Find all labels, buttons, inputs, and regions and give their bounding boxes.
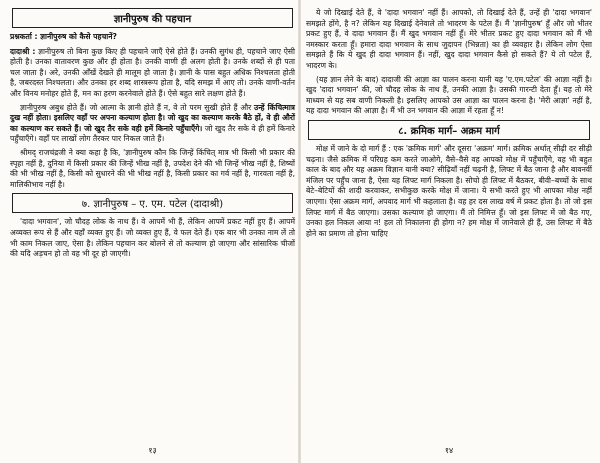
answer-paragraph: [10, 47, 295, 100]
page-number-right: १४: [444, 446, 454, 455]
question-text: ज्ञानीपुरुष को कैसे पहचानें?: [37, 32, 117, 41]
paragraph-dada-bhagwan: 'दादा भगवान', जो चौदह लोक के नाथ हैं। वे आपमें भी हैं, लेकिन आपमें प्रकट नहीं हुए हैं। आपमें अव्यक्त रूप से हैं और यहाँ व्यक्त हुए हैं। जो व्यक्त हुए हैं, वे फल देते हैं। एक बार भी उनका नाम लें तो भी काम निकल जाए, ऐसा है। लेकिन पहचान कर बोलने से तो कल्याण हो जाएगा और सांसारिक चीजों की यदि अड़चन हो तो वह भी दूर हो जाएगी।: [10, 217, 295, 259]
paragraph-happiness: [10, 103, 295, 145]
section-heading-patel: ७. ज्ञानीपुरुष – ए. एम. पटेल (दादाश्री): [12, 193, 293, 213]
answer-text: ज्ञानीपुरुष तो बिना कुछ किए ही पहचाने जाएँ ऐसे होते हैं। उनकी सुगंध ही, पहचाने जाए ऐसी होती है। उनका वातावरण कुछ और ही होता है। उनकी वाणी ही अलग होती है। उनके शब्दों से ही पता चल जाता है। अरे, उनकी आँखें देखते ही मालूम हो जाता है। ज्ञानी के पास बहुत अधिक निश्चलता होती है, जबरदस्त निश्चलता। और उनका हर शब्द शास्त्ररूप होता है, यदि समझ में आए तो। उनके वाणी-वर्तन और विनय मनोहर होते हैं, मन का हरण करनेवाले होते हैं। ऐसे बहुत सारे लक्षण होते हैं।: [10, 46, 295, 98]
paragraph-visible-not-dada: ये जो दिखाई देते हैं, वे 'दादा भगवान' नहीं हैं। आपको, तो दिखाई देते हैं, उन्हें ही 'दादा भगवान' समझते होंगे, है न? लेकिन यह दिखाई देनेवाले तो भादरण के पटेल हैं। मैं 'ज्ञानीपुरुष' हूँ और जो भीतर प्रकट हुए हैं, वे दादा भगवान हैं। मैं खुद भगवान नहीं हूँ। मेरे भीतर प्रकट हुए दादा भगवान को मैं भी नमस्कार करता हूँ। हमारा दादा भगवान के साथ जुदापन (भिन्नता) का ही व्यवहार है। लेकिन लोग ऐसा समझते हैं कि ये खुद ही दादा भगवान हैं। नहीं, खुद दादा भगवान कैसे हो सकते हैं? ये तो पटेल हैं, भादरण के।: [306, 8, 592, 70]
section-heading-identification: ज्ञानीपुरुष की पहचान: [12, 8, 293, 28]
right-page: [306, 8, 592, 458]
para2-start: ज्ञानीपुरुष अबुध होते हैं। जो आत्मा के ज्ञानी होते हैं न, वे तो परम सुखी होते हैं और: [20, 102, 255, 112]
answer-label: दादाश्री :: [10, 46, 36, 56]
book-gutter: [298, 0, 301, 463]
paragraph-agna: (यह ज्ञान लेने के बाद) दादाजी की आज्ञा का पालन करना यानी यह 'ए.एम.पटेल' की आज्ञा नहीं है। खुद 'दादा भगवान' की, जो चौदह लोक के नाथ हैं, उनकी आज्ञा है। उसकी गारन्टी देता हूँ। यह तो मेरे माध्यम से यह सब वाणी निकली है। इसलिए आपको उस आज्ञा का पालन करना है। 'मेरी आज्ञा' नहीं है, यह दादा भगवान की आज्ञा है। मैं भी उन भगवान की आज्ञा में रहता हूँ न!: [306, 74, 592, 116]
paragraph-rajchandra: श्रीमद् राजचंद्रजी ने क्या कहा है कि, 'ज्ञानीपुरुष कौन कि जिन्हें किंचित् मात्र भी किसी भी प्रकार की स्पृहा नहीं है, दुनिया में किसी प्रकार की जिन्हें भीख नहीं है, उपदेश देने की भी जिन्हें भीख नहीं है, शिष्यों की भी भीख नहीं है, किसी को सुधारने की भी भीख नहीं है, किसी प्रकार का गर्व नहीं है, गारवता नहीं है, मालिकीभाव नहीं है।: [10, 147, 295, 189]
question-label: प्रश्नकर्ता :: [10, 32, 38, 41]
left-page: [10, 8, 295, 458]
page-number-left: १३: [148, 446, 157, 455]
section-heading-kramik-akram: ८. क्रमिक मार्ग– अक्रम मार्ग: [308, 120, 590, 140]
para2-end: जो खुद तैर सके वे ही हमें किनारे पहुँचाएँगे। वहाँ पर लाखों लोग तैरकर पार निकल जाते हैं।: [10, 123, 295, 144]
question-line: [10, 32, 295, 43]
paragraph-moksha-paths: मोक्ष में जाने के दो मार्ग हैं : एक 'क्रमिक मार्ग' और दूसरा 'अक्रम' मार्ग। क्रमिक अर्थात् सीढ़ी दर सीढ़ी चढ़ना। जैसे क्रमिक में परिग्रह कम करते जाओगे, वैसे–वैसे वह आपको मोक्ष में पहुँचाएँगे, वह भी बहुत काल के बाद और यह अक्रम विज्ञान यानी क्या? सीढ़ियाँ नहीं चढ़नी है, लिफ्ट में बैठ जाना है और बावनवीं मंजिल पर पहुँच जाना है, ऐसा यह लिफ्ट मार्ग निकला है। सोचो ही लिफ्ट में बैठकर, बीवी–बच्चों के साथ बेटे–बेटियों की शादी करवाकर, सभीकुछ करके मोक्ष में जाना। ये सभी करते हुए भी आपका मोक्ष नहीं जाएगा। ऐसा अक्रम मार्ग, अपवाद मार्ग भी कहलाता है। वह हर दस लाख वर्ष में प्रकट होता है। तो जो इस लिफ्ट मार्ग में बैठ जाएगा। उसका कल्याण हो जाएगा। मैं तो निमित्त हूँ। जो इस लिफ्ट में जो बैठ गए, उनका हल निकल आया न! हल तो निकालना ही होगा न? हम मोक्ष में जानेवाले ही हैं, उस लिफ्ट में बैठे होने का प्रमाण तो होना चाहिए: [306, 143, 592, 238]
para2-bold: उन्हें किंचित्मात्र दुख नहीं होता। इसलिए वहाँ पर अपना कल्याण होता है। जो खुद का कल्याण करके बैठे हों, वे ही औरों का कल्याण कर सकते हैं। जो खुद तैर सके वही हमें किनारे पहुँचाएँगे।: [10, 102, 295, 133]
